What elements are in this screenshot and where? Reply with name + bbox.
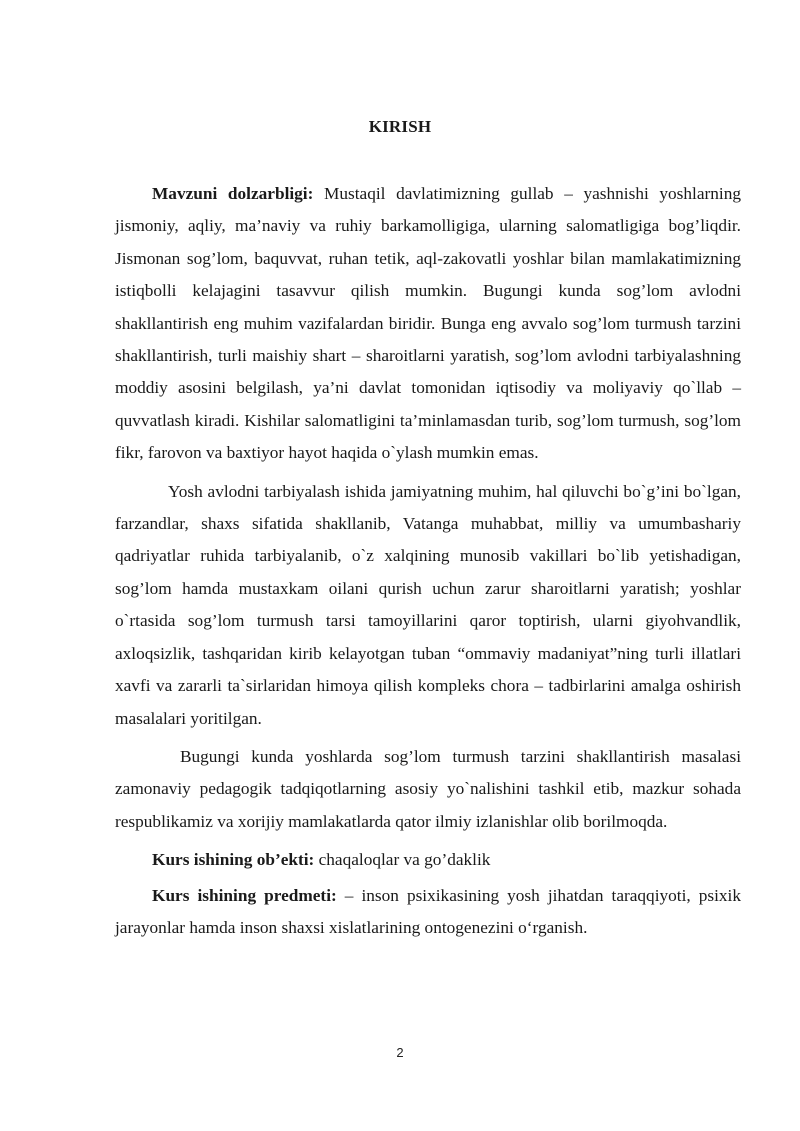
document-body — [115, 178, 741, 944]
research-text: Bugungi kunda yoshlarda sog’lom turmush tarzini shakllantirish masalasi zamonaviy pedagogik tadqiqotlarning asosiy yo`nalishini tashkil etib, mazkur sohada respublikamiz va xorijiy mamlakatlarda qator ilmiy izlanishlar olib borilmoqda. — [115, 746, 741, 831]
paragraph-relevance — [115, 178, 741, 470]
subject-label: Kurs ishining predmeti: — [152, 885, 337, 905]
section-heading: KIRISH — [368, 117, 432, 136]
object-label: Kurs ishining ob’ekti: — [152, 850, 315, 870]
page-number: 2 — [396, 1045, 404, 1060]
paragraph-research — [115, 741, 741, 838]
upbringing-text: Yosh avlodni tarbiyalash ishida jamiyatning muhim, hal qiluvchi bo`g’ini bo`lgan, farzandlar, shaxs sifatida shakllanib, Vatanga muhabbat, milliy va umumbashariy qadriyatlar ruhida tarbiyalanib, o`z xalqining munosib vakillari bo`lib yetishadigan, sog’lom hamda mustaxkam oilani qurish uchun zarur sharoitlarni yaratish; yoshlar o`rtasida sog’lom turmush tarsi tamoyillarini qaror toptirish, ularni giyohvandlik, axloqsizlik, tashqaridan kirib kelayotgan tuban “ommaviy madaniyat”ning turli illatlari xavfi va zararli ta`sirlaridan himoya qilish kompleks chora – tadbirlarini amalga oshirish masalalari yoritilgan. — [115, 481, 741, 728]
paragraph-upbringing — [115, 476, 741, 735]
subject-text: – inson psixikasining yosh jihatdan taraqqiyoti, psixik jarayonlar hamda inson shaxsi xislatlarining ontogenezini o‘rganish. — [115, 885, 741, 937]
paragraph-subject — [115, 880, 741, 945]
relevance-text: Mustaqil davlatimizning gullab – yashnishi yoshlarning jismoniy, aqliy, ma’naviy va ruhiy barkamolligiga, ularning salomatligiga bog’liqdir. Jismonan sog’lom, baquvvat, ruhan tetik, aql-zakovatli yoshlar bilan mamlakatimizning istiqbolli kelajagini tasavvur qilish mumkin. Bugungi kunda sog’lom avlodni shakllantirish eng muhim vazifalardan biridir. Bunga eng avvalo sog’lom turmush tarzini shakllantirish, turli maishiy shart – sharoitlarni yaratish, sog’lom avlodni tarbiyalashning moddiy asosini belgilash, ya’ni davlat tomonidan iqtisodiy va moliyaviy qo`llab – quvvatlash kiradi. Kishilar salomatligini ta’minlamasdan turib, sog’lom turmush, sog’lom fikr, farovon va baxtiyor hayot haqida o`ylash mumkin emas. — [115, 184, 741, 463]
relevance-label: Mavzuni dolzarbligi: — [152, 184, 314, 203]
object-text: chaqaloqlar va go’daklik — [314, 850, 491, 870]
paragraph-object — [115, 844, 741, 876]
